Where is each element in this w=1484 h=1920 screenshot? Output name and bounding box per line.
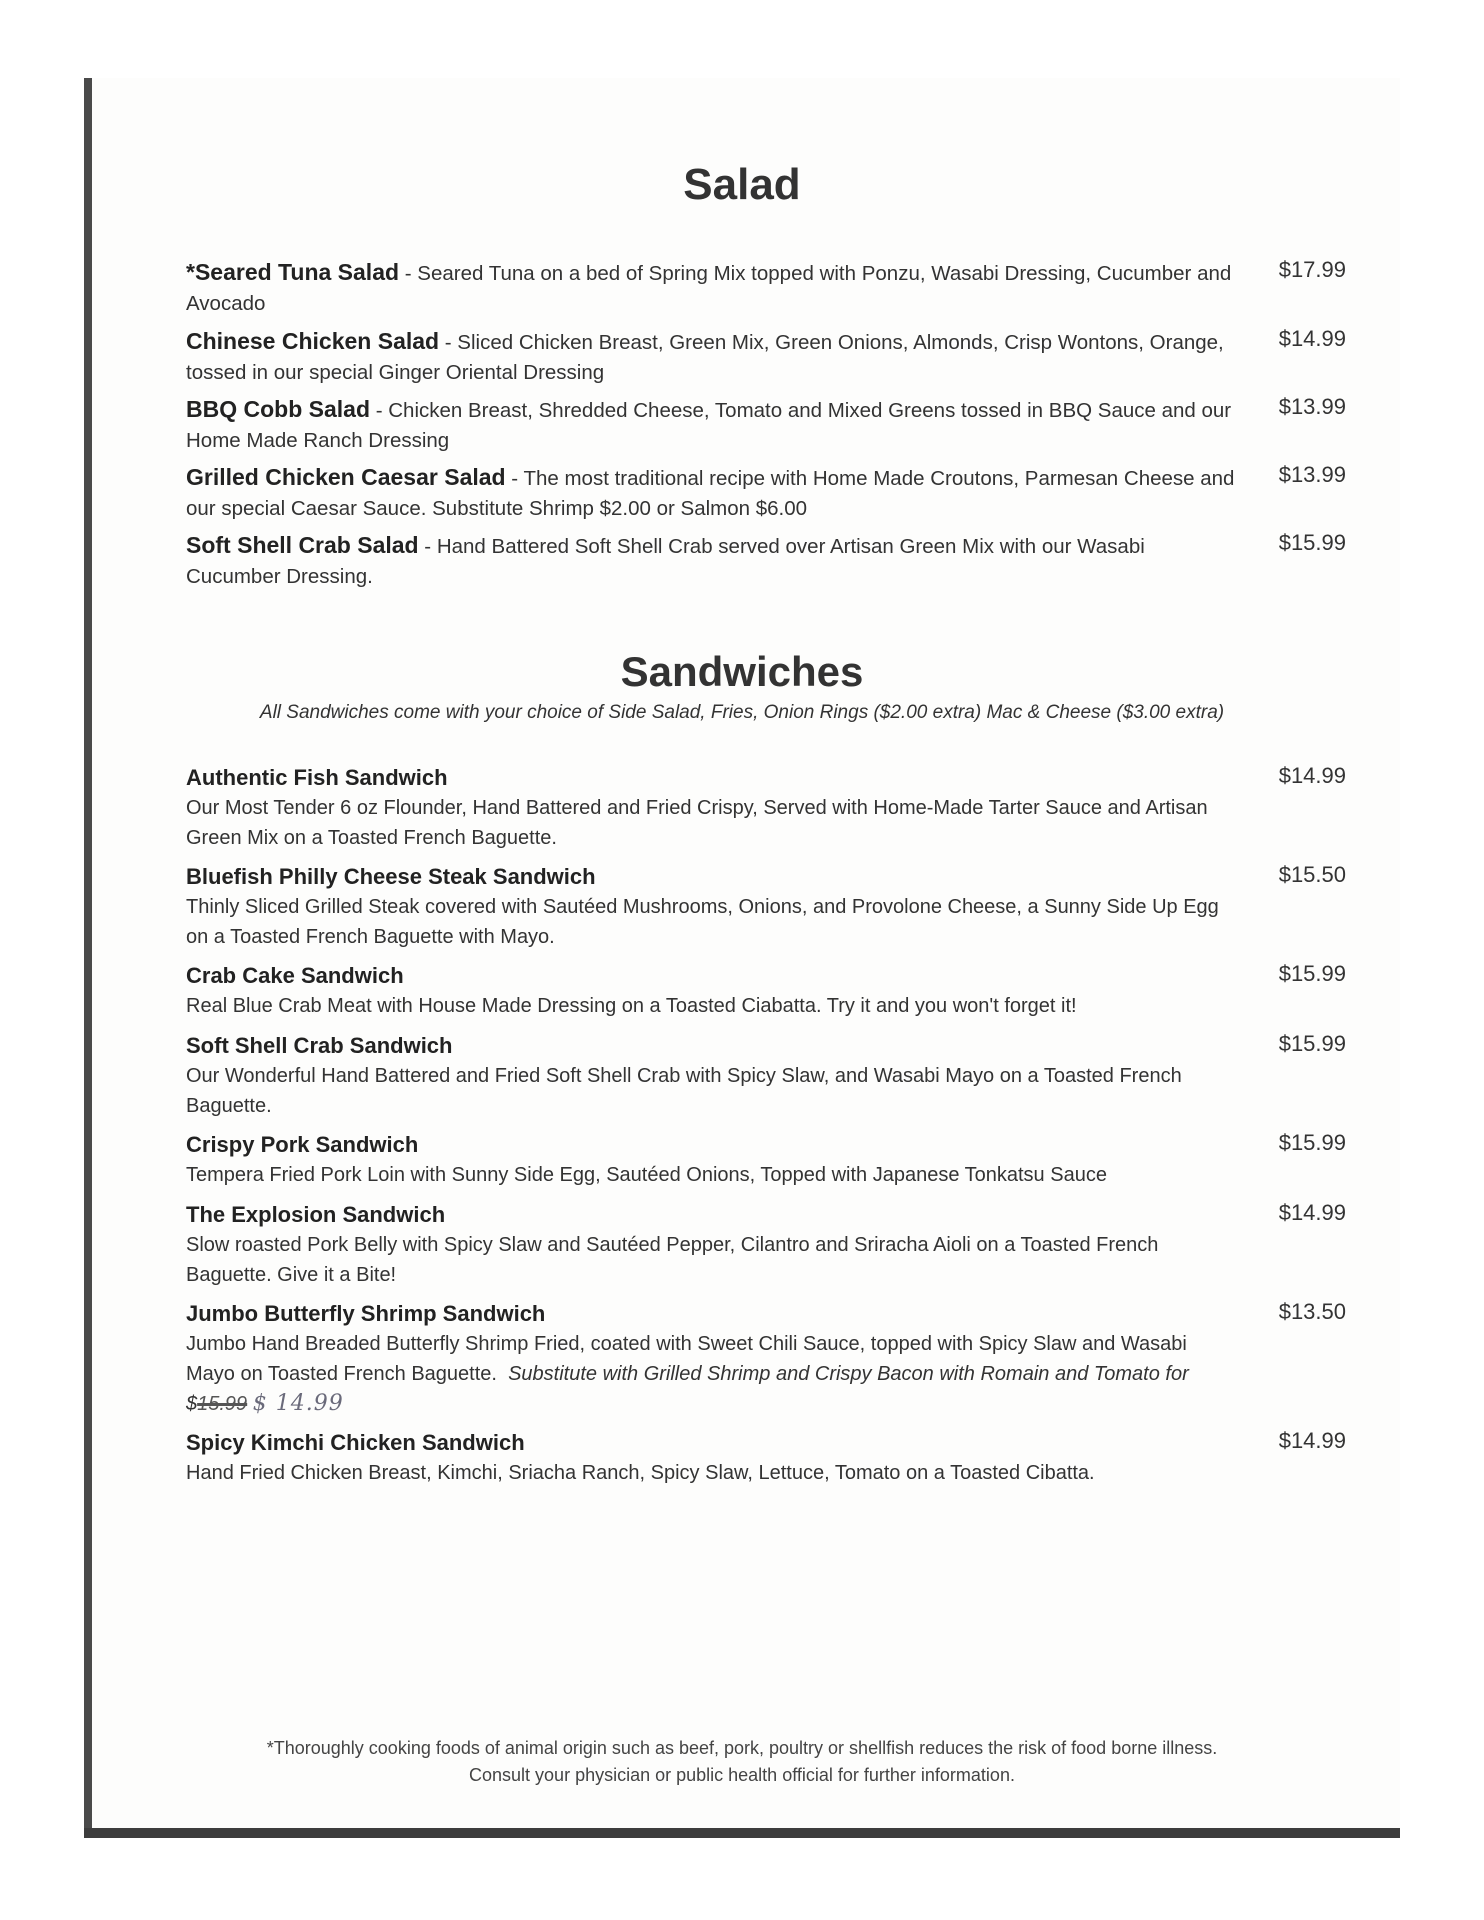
- item-price: $15.99: [1278, 1031, 1346, 1056]
- item-price: $14.99: [1278, 326, 1346, 351]
- item-description: Slow roasted Pork Belly with Spicy Slaw and Sautéed Pepper, Cilantro and Sriracha Aioli on a Toasted French Baguette. Give it a Bite!: [186, 1234, 1159, 1286]
- disclaimer-line-1: *Thoroughly cooking foods of animal origin such as beef, pork, poultry or shellfish reduces the risk of food borne illness.: [266, 1738, 1218, 1758]
- item-price: $15.50: [1278, 862, 1346, 887]
- menu-item-jumbo-butterfly-shrimp-sandwich: [186, 1299, 1346, 1419]
- menu-item-bbq-cobb-salad: [186, 394, 1346, 456]
- item-name: BBQ Cobb Salad: [186, 396, 371, 422]
- item-description: Jumbo Hand Breaded Butterfly Shrimp Fried, coated with Sweet Chili Sauce, topped with Spicy Slaw and Wasabi Mayo on Toasted French Baguette.: [186, 1333, 1187, 1385]
- item-substitute-note: Substitute with Grilled Shrimp and Crispy Bacon with Romain and Tomato for $: [186, 1363, 1189, 1415]
- menu-item-the-explosion-sandwich: [186, 1200, 1346, 1290]
- item-price: $13.50: [1278, 1299, 1346, 1324]
- page-edge-bottom: [84, 1828, 1400, 1838]
- item-name: Soft Shell Crab Salad: [186, 532, 419, 558]
- food-safety-disclaimer: [0, 1735, 1484, 1789]
- item-name: Bluefish Philly Cheese Steak Sandwich: [186, 864, 596, 889]
- page-edge: [84, 78, 92, 1836]
- menu-item-soft-shell-crab-sandwich: [186, 1031, 1346, 1121]
- item-price: $14.99: [1278, 1428, 1346, 1453]
- item-price: $14.99: [1278, 1200, 1346, 1225]
- sandwiches-side-note: All Sandwiches come with your choice of Side Salad, Fries, Onion Rings ($2.00 extra) Mac & Cheese ($3.00 extra): [259, 702, 1225, 723]
- item-price: $13.99: [1278, 394, 1346, 419]
- item-description: Our Wonderful Hand Battered and Fried Soft Shell Crab with Spicy Slaw, and Wasabi Mayo on a Toasted French Baguette.: [186, 1065, 1182, 1117]
- disclaimer-line-2: Consult your physician or public health official for further information.: [469, 1765, 1015, 1785]
- menu-item-spicy-kimchi-chicken-sandwich: [186, 1428, 1346, 1488]
- item-price: $17.99: [1278, 257, 1346, 282]
- menu-item-soft-shell-crab-salad: [186, 530, 1346, 592]
- item-price: $14.99: [1278, 763, 1346, 788]
- item-description: - Sliced Chicken Breast, Green Mix, Green Onions, Almonds, Crisp Wontons, Orange, tossed in our special Ginger Oriental Dressing: [186, 331, 1224, 384]
- item-name: Authentic Fish Sandwich: [186, 765, 448, 790]
- item-price: $15.99: [1278, 961, 1346, 986]
- item-description: Real Blue Crab Meat with House Made Dressing on a Toasted Ciabatta. Try it and you won't forget it!: [186, 995, 1077, 1017]
- item-name: Soft Shell Crab Sandwich: [186, 1033, 453, 1058]
- item-name: Crab Cake Sandwich: [186, 963, 404, 988]
- item-name: Grilled Chicken Caesar Salad: [186, 464, 506, 490]
- menu-item-crab-cake-sandwich: [186, 961, 1346, 1021]
- menu-item-authentic-fish-sandwich: [186, 763, 1346, 853]
- item-name: *Seared Tuna Salad: [186, 259, 400, 285]
- item-description: - Seared Tuna on a bed of Spring Mix topped with Ponzu, Wasabi Dressing, Cucumber and Avocado: [186, 262, 1232, 315]
- item-price: $15.99: [1278, 1130, 1346, 1155]
- item-description: - Hand Battered Soft Shell Crab served over Artisan Green Mix with our Wasabi Cucumber Dressing.: [186, 535, 1145, 588]
- item-description: Our Most Tender 6 oz Flounder, Hand Battered and Fried Crispy, Served with Home-Made Tarter Sauce and Artisan Green Mix on a Toasted French Baguette.: [186, 797, 1208, 849]
- item-description: Tempera Fried Pork Loin with Sunny Side Egg, Sautéed Onions, Topped with Japanese Tonkatsu Sauce: [186, 1164, 1107, 1186]
- item-name: Spicy Kimchi Chicken Sandwich: [186, 1430, 525, 1455]
- salad-section-title: Salad: [683, 160, 801, 209]
- menu-item-grilled-chicken-caesar-salad: [186, 462, 1346, 524]
- sandwiches-section-title: Sandwiches: [620, 648, 864, 695]
- item-description: Hand Fried Chicken Breast, Kimchi, Sriacha Ranch, Spicy Slaw, Lettuce, Tomato on a Toasted Cibatta.: [186, 1462, 1095, 1484]
- item-description: - The most traditional recipe with Home Made Croutons, Parmesan Cheese and our special Caesar Sauce. Substitute Shrimp $2.00 or Salmon $6.00: [186, 467, 1235, 520]
- item-name: Crispy Pork Sandwich: [186, 1132, 419, 1157]
- struck-out-price: 15.99: [197, 1393, 248, 1415]
- menu-item-chinese-chicken-salad: [186, 326, 1346, 388]
- item-description: - Chicken Breast, Shredded Cheese, Tomato and Mixed Greens tossed in BBQ Sauce and our Home Made Ranch Dressing: [186, 399, 1232, 452]
- item-name: Chinese Chicken Salad: [186, 328, 440, 354]
- handwritten-price: $ 14.99: [252, 1391, 344, 1416]
- item-price: $13.99: [1278, 462, 1346, 487]
- item-price: $15.99: [1278, 530, 1346, 555]
- item-description: Thinly Sliced Grilled Steak covered with Sautéed Mushrooms, Onions, and Provolone Cheese, a Sunny Side Up Egg on a Toasted French Baguette with Mayo.: [186, 896, 1219, 948]
- item-name: Jumbo Butterfly Shrimp Sandwich: [186, 1301, 546, 1326]
- menu-item-bluefish-philly-cheese-steak-sandwich: [186, 862, 1346, 952]
- menu-item-seared-tuna-salad: [186, 257, 1346, 319]
- item-name: The Explosion Sandwich: [186, 1202, 446, 1227]
- menu-item-crispy-pork-sandwich: [186, 1130, 1346, 1190]
